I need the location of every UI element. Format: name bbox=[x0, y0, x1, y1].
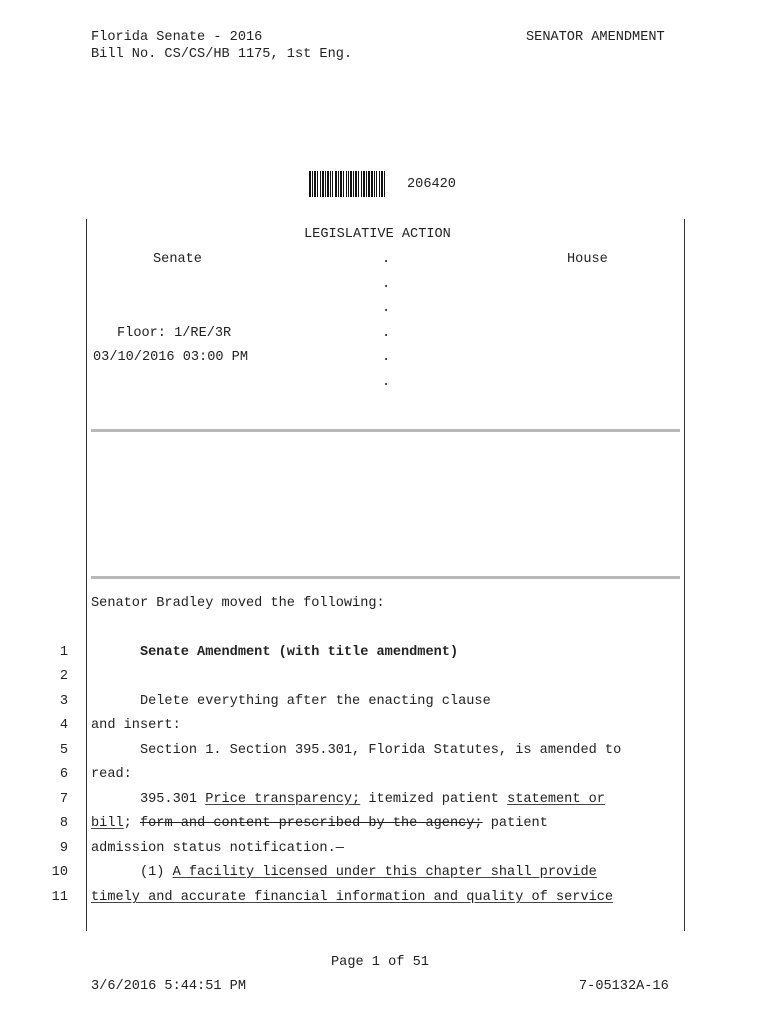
text-segment: (1) bbox=[91, 865, 173, 880]
separator-dot: . bbox=[382, 252, 391, 267]
bill-text-line bbox=[91, 891, 613, 905]
line-number: 3 bbox=[59, 694, 68, 709]
motion-intro: Senator Bradley moved the following: bbox=[91, 596, 385, 611]
line-number: 2 bbox=[59, 669, 68, 684]
text-segment: and insert: bbox=[91, 718, 181, 733]
bill-text-line bbox=[91, 695, 491, 709]
text-segment: Delete everything after the enacting clause bbox=[91, 694, 491, 709]
legislative-action-title: LEGISLATIVE ACTION bbox=[304, 227, 451, 242]
bill-text-line bbox=[91, 646, 458, 660]
separator-dot: . bbox=[382, 350, 391, 365]
chamber-year: Florida Senate - 2016 bbox=[91, 30, 263, 45]
document-code: 7-05132A-16 bbox=[579, 979, 669, 994]
inserted-text: Price transparency; bbox=[205, 792, 361, 807]
line-number: 1 bbox=[59, 645, 68, 660]
barcode-number: 206420 bbox=[407, 177, 456, 192]
inserted-text: timely and accurate financial information and quality of service bbox=[91, 890, 614, 905]
amendment-type: SENATOR AMENDMENT bbox=[526, 30, 665, 45]
separator-dot: . bbox=[382, 277, 391, 292]
line-number: 10 bbox=[51, 865, 68, 880]
text-segment: Senate Amendment (with title amendment) bbox=[139, 645, 459, 660]
action-datetime: 03/10/2016 03:00 PM bbox=[93, 350, 248, 365]
print-timestamp: 3/6/2016 5:44:51 PM bbox=[91, 979, 246, 994]
barcode-bar bbox=[385, 171, 387, 197]
left-margin-line bbox=[86, 219, 87, 931]
line-number: 8 bbox=[59, 816, 68, 831]
house-label: House bbox=[567, 252, 608, 267]
text-segment: Section 1. Section 395.301, Florida Statutes, is amended to bbox=[91, 743, 622, 758]
barcode-image bbox=[309, 171, 401, 197]
text-segment bbox=[91, 645, 140, 660]
text-segment: admission status notification.— bbox=[91, 841, 344, 856]
text-segment: 395.301 bbox=[91, 792, 206, 807]
line-number: 11 bbox=[51, 890, 68, 905]
bill-text-line bbox=[91, 793, 605, 807]
bill-text-line bbox=[91, 744, 621, 758]
text-segment: read: bbox=[91, 767, 132, 782]
text-segment: ; bbox=[123, 816, 140, 831]
text-segment: patient bbox=[482, 816, 548, 831]
inserted-text: bill bbox=[91, 816, 124, 831]
line-number: 4 bbox=[59, 718, 68, 733]
text-segment: itemized patient bbox=[360, 792, 508, 807]
page-number: Page 1 of 51 bbox=[331, 955, 429, 970]
floor-status: Floor: 1/RE/3R bbox=[117, 326, 232, 341]
inserted-text: A facility licensed under this chapter shall provide bbox=[172, 865, 597, 880]
inserted-text: statement or bbox=[507, 792, 605, 807]
bill-text-line bbox=[91, 719, 181, 733]
separator-dot: . bbox=[382, 326, 391, 341]
bill-number: Bill No. CS/CS/HB 1175, 1st Eng. bbox=[91, 47, 353, 62]
line-number: 9 bbox=[59, 841, 68, 856]
line-number: 7 bbox=[59, 792, 68, 807]
line-number: 5 bbox=[59, 743, 68, 758]
bill-text-line bbox=[91, 842, 344, 856]
struck-text: form and content prescribed by the agency; bbox=[139, 816, 483, 831]
section-divider bbox=[91, 576, 680, 579]
bill-text-line bbox=[91, 866, 597, 880]
senate-label: Senate bbox=[153, 252, 202, 267]
line-number: 6 bbox=[59, 767, 68, 782]
right-margin-line bbox=[684, 219, 685, 931]
bill-text-line bbox=[91, 817, 548, 831]
separator-dot: . bbox=[382, 301, 391, 316]
separator-dot: . bbox=[382, 375, 391, 390]
section-divider bbox=[91, 429, 680, 432]
bill-text-line bbox=[91, 768, 132, 782]
